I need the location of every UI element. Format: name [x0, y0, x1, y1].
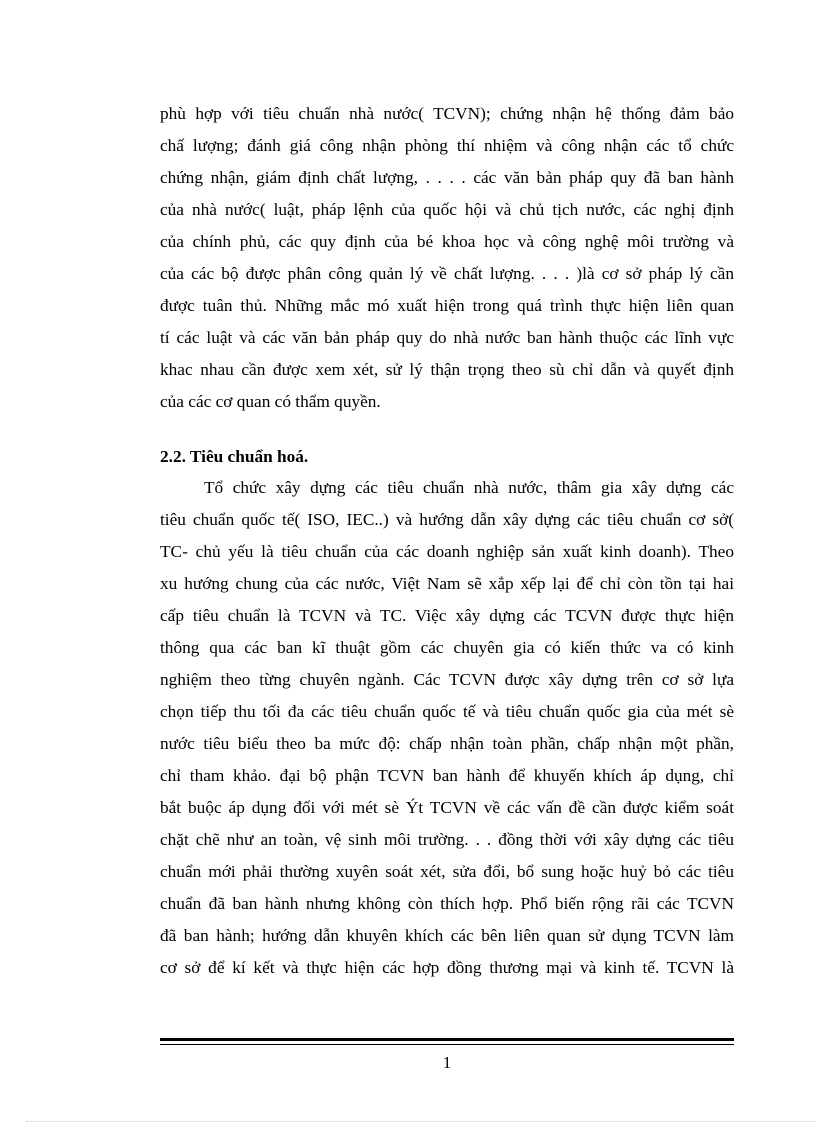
section-heading: 2.2. Tiêu chuẩn hoá.: [160, 447, 309, 466]
text-line: chấ lượng; đánh giá công nhận phòng thí nhiệm và công nhận các tổ chức: [160, 136, 734, 155]
text-line: đã ban hành; hướng dẫn khuyên khích các bên liên quan sử dụng TCVN làm: [160, 926, 734, 945]
text-line: của chính phủ, các quy định của bé khoa học và công nghệ môi trường và: [160, 232, 734, 251]
text-line: chứng nhận, giám định chất lượng, . . . . các văn bản pháp quy đã ban hành: [160, 168, 734, 187]
page-edge-divider: [26, 1121, 816, 1122]
text-line: chỉ tham khảo. đại bộ phận TCVN ban hành để khuyến khích áp dụng, chỉ: [160, 766, 734, 785]
text-line: thông qua các ban kĩ thuật gồm các chuyên gia có kiến thức va có kinh: [160, 638, 734, 657]
text-line: TC- chủ yếu là tiêu chuẩn của các doanh nghiệp sản xuất kinh doanh). Theo: [160, 542, 734, 561]
text-line: tiêu chuẩn quốc tế( ISO, IEC..) và hướng dẫn xây dựng các tiêu chuẩn cơ sở(: [160, 510, 734, 529]
text-line: Tổ chức xây dựng các tiêu chuẩn nhà nước, thâm gia xây dựng các: [204, 478, 734, 497]
footer-rule-thick: [160, 1038, 734, 1041]
text-line: chặt chẽ như an toàn, vệ sinh môi trường. . . đồng thời với xây dựng các tiêu: [160, 830, 734, 849]
text-line: nước tiêu biểu theo ba mức độ: chấp nhận toàn phần, chấp nhận một phần,: [160, 734, 734, 753]
text-line: của nhà nước( luật, pháp lệnh của quốc hội và chủ tịch nước, các nghị định: [160, 200, 734, 219]
text-line: nghiệm theo từng chuyên ngành. Các TCVN được xây dựng trên cơ sở lựa: [160, 670, 734, 689]
text-line: khac nhau cần được xem xét, sử lý thận trọng theo sù chỉ dẫn và quyết định: [160, 360, 734, 379]
text-line: cơ sở để kí kết và thực hiện các hợp đồng thương mại và kinh tế. TCVN là: [160, 958, 734, 977]
footer-rule-thin: [160, 1044, 734, 1045]
text-line: chuẩn đã ban hành nhưng không còn thích hợp. Phổ biến rộng rãi các TCVN: [160, 894, 734, 913]
paragraph-standardization: [160, 472, 734, 984]
text-line: phù hợp với tiêu chuẩn nhà nước( TCVN); chứng nhận hệ thống đảm bảo: [160, 104, 734, 123]
text-line: được tuân thủ. Những mắc mó xuất hiện trong quá trình thực hiện liên quan: [160, 296, 734, 315]
text-line: chọn tiếp thu tối đa các tiêu chuẩn quốc tế và tiêu chuẩn quốc gia của mét sè: [160, 702, 734, 721]
text-line: bắt buộc áp dụng đối với mét sè Ýt TCVN về các vấn đề cần được kiểm soát: [160, 798, 734, 817]
text-line: cấp tiêu chuẩn là TCVN và TC. Việc xây dựng các TCVN được thực hiện: [160, 606, 734, 625]
text-line: của các bộ được phân công quản lý về chất lượng. . . . )là cơ sở pháp lý cần: [160, 264, 734, 283]
text-line: xu hướng chung của các nước, Việt Nam sẽ xắp xếp lại để chỉ còn tồn tại hai: [160, 574, 734, 593]
text-line: của các cơ quan có thẩm quyền.: [160, 392, 381, 411]
page-number: 1: [442, 1053, 452, 1072]
paragraph-legal-basis: [160, 98, 734, 418]
text-line: tí các luật và các văn bản pháp quy do nhà nước ban hành thuộc các lĩnh vực: [160, 328, 734, 347]
text-line: chuẩn mới phải thường xuyên soát xét, sửa đổi, bổ sung hoặc huỷ bỏ các tiêu: [160, 862, 734, 881]
